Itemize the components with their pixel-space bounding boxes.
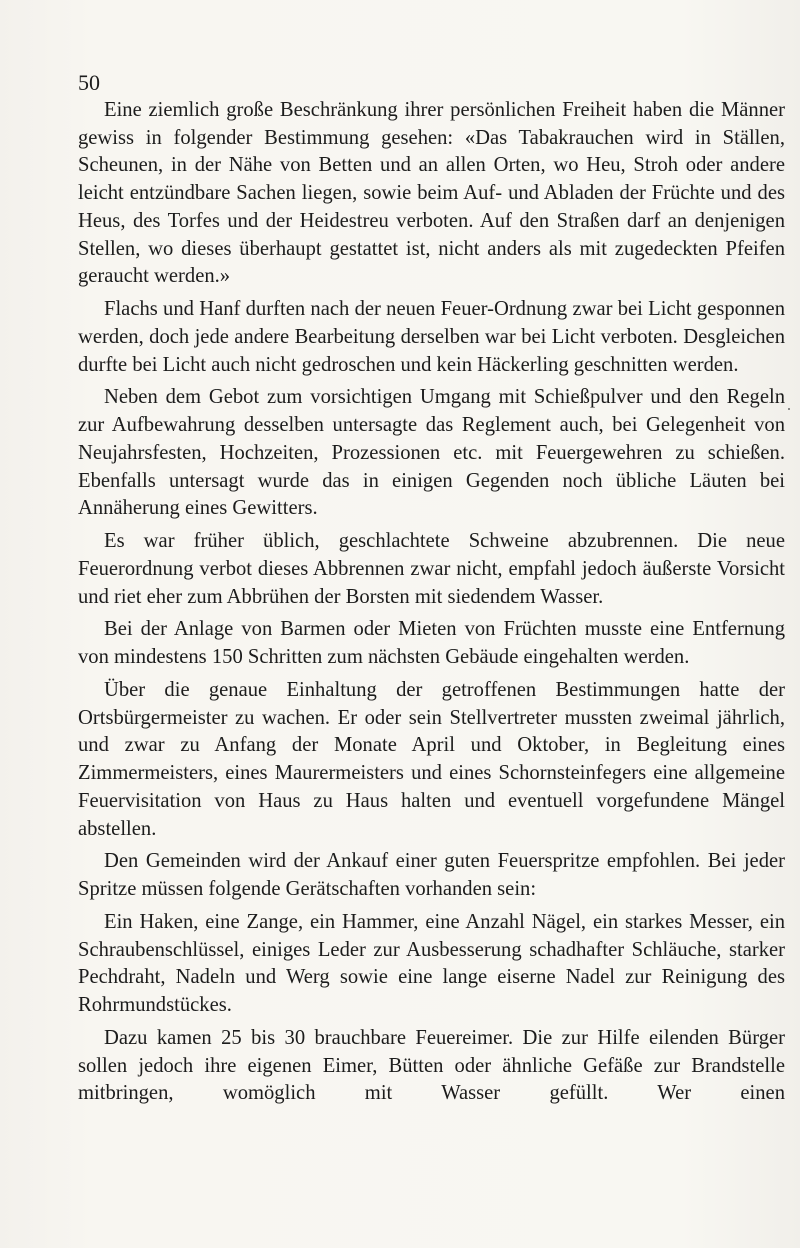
paragraph: Über die genaue Einhaltung der getroffenen Bestimmungen hatte der Ortsbürgermeister zu wachen. Er oder sein Stellvertreter mussten zweimal jährlich, und zwar zu Anfang der Monate April und Oktober, in Begleitung eines Zimmermeisters, eines Maurermeisters und eines Schornsteinfegers eine allgemeine Feuervisitation von Haus zu Haus halten und eventuell vorgefundene Mängel abstellen. (78, 679, 785, 840)
paragraph: Den Gemeinden wird der Ankauf einer guten Feuerspritze empfohlen. Bei jeder Spritze müssen folgende Gerätschaften vorhanden sein: (78, 850, 785, 901)
paragraph: Flachs und Hanf durften nach der neuen Feuer-Ordnung zwar bei Licht gesponnen werden, doch jede andere Bearbeitung derselben war bei Licht verboten. Desgleichen durfte bei Licht auch nicht gedroschen und kein Häckerling geschnitten werden. (78, 298, 785, 376)
paragraph: Bei der Anlage von Barmen oder Mieten von Früchten musste eine Entfernung von mindestens 150 Schritten zum nächsten Gebäude eingehalten werden. (78, 618, 785, 669)
body-text (78, 97, 785, 1113)
paragraph: Ein Haken, eine Zange, ein Hammer, eine Anzahl Nägel, ein starkes Messer, ein Schraubenschlüssel, einiges Leder zur Ausbesserung schadhafter Schläuche, starker Pechdraht, Nadeln und Werg sowie eine lange eiserne Nadel zur Reinigung des Rohrmundstückes. (78, 911, 785, 1017)
print-speck (788, 408, 790, 410)
page-number: 50 (78, 70, 100, 95)
paragraph: Es war früher üblich, geschlachtete Schweine abzubrennen. Die neue Feuerordnung verbot dieses Abbrennen zwar nicht, empfahl jedoch äußerste Vorsicht und riet eher zum Abbrühen der Borsten mit siedendem Wasser. (78, 530, 785, 608)
paragraph: Dazu kamen 25 bis 30 brauchbare Feuereimer. Die zur Hilfe eilenden Bürger sollen jedoch ihre eigenen Eimer, Bütten oder ähnliche Gefäße zur Brandstelle mitbringen, womöglich mit Wasser gefüllt. Wer einen (78, 1027, 785, 1105)
paragraph: Neben dem Gebot zum vorsichtigen Umgang mit Schießpulver und den Regeln zur Aufbewahrung desselben untersagte das Reglement auch, bei Gelegenheit von Neujahrsfesten, Hochzeiten, Prozessionen etc. mit Feuergewehren zu schießen. Ebenfalls untersagt wurde das in einigen Gegenden noch übliche Läuten bei Annäherung eines Gewitters. (78, 386, 785, 520)
paragraph: Eine ziemlich große Beschränkung ihrer persönlichen Freiheit haben die Männer gewiss in folgender Bestimmung gesehen: «Das Tabakrauchen wird in Ställen, Scheunen, in der Nähe von Betten und an allen Orten, wo Heu, Stroh oder andere leicht entzündbare Sachen liegen, sowie beim Auf- und Abladen der Früchte und des Heus, des Torfes und der Heidestreu verboten. Auf den Straßen darf an denjenigen Stellen, wo dieses überhaupt gestattet ist, nicht anders als mit zugedeckten Pfeifen geraucht werden.» (78, 99, 785, 288)
